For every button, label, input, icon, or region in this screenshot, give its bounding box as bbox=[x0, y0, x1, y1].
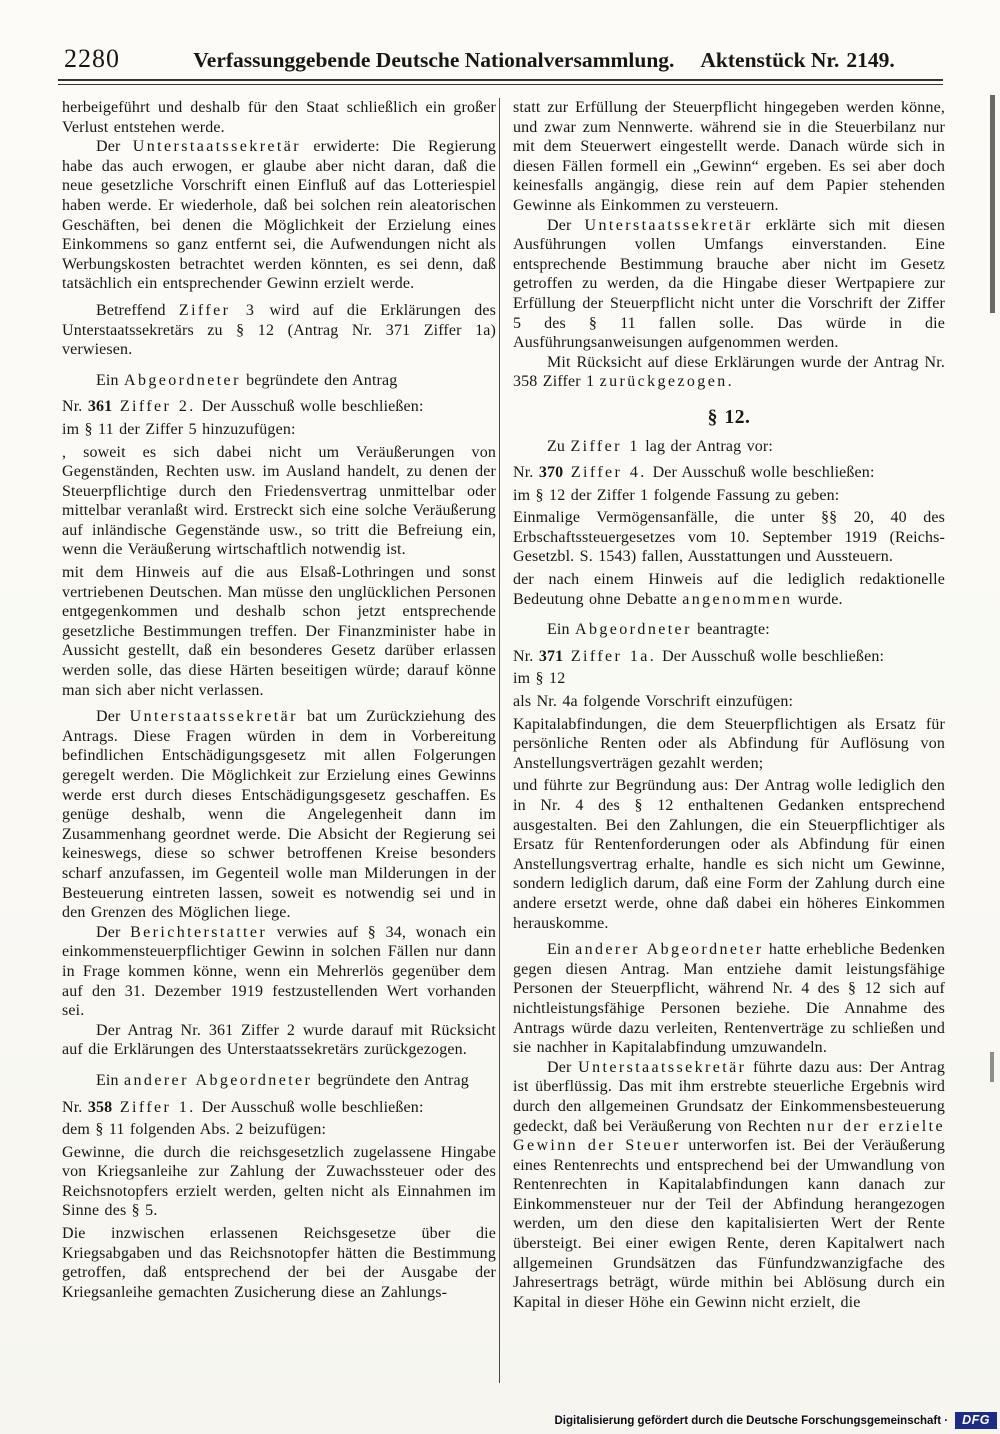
right-column bbox=[513, 98, 945, 1383]
text-run: wurde. bbox=[792, 590, 843, 608]
text-run: Betreffend bbox=[96, 301, 179, 319]
text-run: und führte zur Begründung aus: Der Antrag wolle lediglich den in Nr. 4 des § 12 enthaltenen Gedanken entsprechend ausgestalten. Bei den Zahlungen, die ein Steuerpflichtiger als Ersatz für Rentenforderungen oder als Abfindung für einen Anstellungsvertrag erhalte, handle es sich nicht um Gewinne, sondern lediglich darum, daß eine Form der Zahlung durch eine andere ersetzt werde, ohne daß dabei ein höheres Einkommen herauskomme. bbox=[513, 777, 945, 932]
text-run: § 12. bbox=[707, 406, 751, 428]
emphasized-text: Unterstaatssekretär bbox=[129, 708, 298, 726]
emphasized-text: angenommen bbox=[682, 590, 793, 608]
text-run: herbeigeführt und deshalb für den Staat schließlich ein großer Verlust entstehen werde. bbox=[62, 99, 496, 136]
motion-text-quote bbox=[513, 715, 945, 774]
emphasized-text: Berichterstatter bbox=[130, 923, 268, 941]
paragraph-continuation bbox=[62, 1224, 496, 1302]
text-run: Der bbox=[547, 216, 585, 234]
header-document-number: 2149. bbox=[846, 48, 895, 72]
text-run: erwiderte: Die Regierung habe das auch erwogen, er glaube aber nicht daran, daß die neue gesetzliche Vorschrift einen Einfluß auf das Lotteriespiel haben werde. Er wiederhole, daß bei solchen rein aleatorischen Geschäften, bei denen die Möglichkeit der Erzielung eines Einkommens so ganz entfernt sei, die Aufwendungen nicht als Werbungskosten betrachtet werden könnten, es sei denn, daß tatsächlich ein entsprechender Gewinn erzielt werde. bbox=[62, 138, 496, 293]
motion-text-quote bbox=[62, 1143, 496, 1221]
motion-number-line bbox=[513, 647, 945, 667]
paragraph bbox=[62, 137, 496, 294]
paragraph bbox=[62, 301, 496, 360]
text-run: statt zur Erfüllung der Steuerpflicht hingegeben werden könne, und zwar zum Nennwerte. während sie in die Steuerbilanz nur mit dem Steuerwert eingestellt werde. Danach würde sich in diesen Fällen formell ein „Gewinn“ ergeben. Es sei aber doch keinesfalls angängig, diese rein auf dem Papier stehenden Gewinne als Einkommen zu versteuern. bbox=[513, 99, 945, 214]
text-run: verwies auf § 34, wonach ein einkommensteuerpflichtiger Gewinn in solchen Fällen nur dann in Frage kommen könne, wenn ein Mehrerlös gegenüber dem auf den 31. Dezember 1919 festzustellenden Wert vorhanden sei. bbox=[62, 923, 496, 1020]
text-run: Der bbox=[96, 708, 130, 726]
paragraph-continuation bbox=[513, 776, 945, 933]
text-run: mit dem Hinweis auf die aus Elsaß-Lothringen und sonst vertriebenen Deutschen. Man müsse den unglücklichen Personen entgegenkommen und deshalb schon jetzt entsprechende gesetzliche Bestimmungen treffen. Der Finanzminister habe in Aussicht gestellt, daß ein besonderes Gesetz darüber erlassen werden solle, das diese Härten beseitigen würde; darauf könne man sich aber nicht verlassen. bbox=[62, 564, 496, 699]
text-columns bbox=[0, 85, 1000, 1383]
text-run: Der bbox=[96, 138, 133, 156]
text-run: . Der Ausschuß wolle beschließen: bbox=[189, 398, 424, 416]
text-run: Nr. bbox=[513, 647, 539, 665]
header-document-label: Aktenstück Nr. bbox=[700, 48, 840, 72]
bold-number: 361 bbox=[87, 398, 113, 416]
paragraph bbox=[62, 1021, 496, 1060]
text-run: Nr. bbox=[513, 464, 539, 482]
text-run: bat um Zurückziehung des Antrags. Diese Fragen würden in dem in Vorbereitung befindlichen Entschädigungsgesetz mit allen Folgerungen geregelt werden. Die Möglichkeit zur Erzielung eines Gewinns werde erst durch dieses Entschädigungsgesetz geschaffen. Es genüge deshalb, wenn die Angelegenheit dann im Zusammenhang geordnet werde. Die Absicht der Regierung sei keineswegs, diese so schwer betroffenen Kreise besonders scharf anzufassen, im Gegenteil wolle man Milderungen in der Besteuerung eintreten lassen, soweit es notwendig sei und in den Grenzen des Möglichen liege. bbox=[62, 708, 496, 922]
emphasized-text: Ziffer 1a bbox=[563, 647, 650, 665]
motion-number-line bbox=[513, 463, 945, 483]
text-run: Ein bbox=[547, 621, 576, 639]
text-run: Einmalige Vermögensanfälle, die unter §§ 20, 40 des Erbschaftssteuergesetzes vom 10. September 1919 (Reichs-Gesetzbl. S. 1543) fallen, Ausstattungen und Aussteuern. bbox=[513, 509, 945, 566]
emphasized-text: Ziffer 3 bbox=[178, 301, 257, 319]
text-run: Mit Rücksicht auf diese Erklärungen wurde der Antrag Nr. 358 Ziffer 1 bbox=[513, 353, 945, 391]
text-run: Der bbox=[547, 1058, 579, 1076]
paragraph-continuation bbox=[62, 563, 496, 700]
emphasized-text: Unterstaatssekretär bbox=[578, 1058, 747, 1076]
section-heading-par-12 bbox=[513, 408, 945, 428]
text-run: erklärte sich mit diesen Ausführungen vollen Umfangs einverstanden. Eine entsprechende Bestimmung brauche aber nicht im Gesetz getroffen zu werden, da die Hingabe dieser Wertpapiere zur Erfüllung der Steuerpflicht nicht unter die Vorschrift der Ziffer 5 des § 11 fallen solle. Das würde in die Ausführungsanweisungen aufgenommen werden. bbox=[513, 216, 945, 352]
text-run: begründete den Antrag bbox=[312, 1071, 469, 1089]
text-run: hatte erhebliche Bedenken gegen diesen Antrag. Man entziehe damit leistungsfähige Personen der Steuerpflicht, während Nr. 4 des § 12 sich auf nichtleistungsfähige Personen beziehe. Die Annahme des Antrags würde dazu verleiten, Rentenverträge zu schließen und sie nachher in Kapitalabfindung umzuwandeln. bbox=[513, 941, 945, 1057]
text-run: im § 12 der Ziffer 1 folgende Fassung zu geben: bbox=[513, 486, 840, 504]
emphasized-text: nur der erzielte Gewinn der Steuer bbox=[513, 1117, 945, 1155]
text-run: im § 11 der Ziffer 5 hinzuzufügen: bbox=[62, 420, 296, 438]
text-run: . Der Ausschuß wolle beschließen: bbox=[649, 647, 885, 665]
motion-number-line bbox=[62, 397, 496, 417]
paragraph bbox=[513, 437, 945, 457]
paragraph bbox=[62, 371, 496, 391]
paragraph bbox=[513, 620, 945, 640]
text-run: wird auf die Erklärungen des Unterstaatssekretärs zu § 12 (Antrag Nr. 371 Ziffer 1a) verwiesen. bbox=[62, 301, 497, 359]
paragraph bbox=[62, 707, 496, 923]
text-run: Ein bbox=[96, 1071, 125, 1089]
emphasized-text: Abgeordneter bbox=[575, 621, 692, 639]
text-run: . Der Ausschuß wolle beschließen: bbox=[189, 1098, 424, 1116]
header-assembly-title: Verfassunggebende Deutsche Nationalversammlung. bbox=[193, 48, 675, 72]
emphasized-text: Abgeordneter bbox=[124, 371, 241, 389]
motion-text-quote bbox=[62, 443, 496, 561]
header-title bbox=[120, 48, 942, 73]
emphasized-text: Ziffer 2 bbox=[112, 398, 190, 416]
motion-directive bbox=[62, 420, 496, 440]
digitization-credit: Digitalisierung gefördert durch die Deutsche Forschungsgemeinschaft · bbox=[554, 1414, 949, 1427]
text-run: Nr. bbox=[62, 1098, 88, 1116]
motion-directive bbox=[62, 1120, 496, 1140]
emphasized-text: anderer Abgeordneter bbox=[124, 1071, 313, 1089]
text-run: im § 12 bbox=[513, 670, 566, 688]
paragraph-continuation bbox=[513, 570, 945, 609]
emphasized-text: Ziffer 4 bbox=[563, 464, 641, 482]
left-column bbox=[62, 98, 496, 1383]
paragraph bbox=[513, 940, 945, 1058]
scan-edge-artifact bbox=[990, 95, 995, 313]
emphasized-text: Unterstaatssekretär bbox=[584, 216, 753, 234]
text-run: Der Antrag Nr. 361 Ziffer 2 wurde darauf mit Rücksicht auf die Erklärungen des Unterstaatssekretärs zurückgezogen. bbox=[62, 1021, 496, 1059]
text-run: , soweit es sich dabei nicht um Veräußerungen von Gegenständen, Rechten usw. im Ausland handelt, zu denen der Steuerpflichtige durch den Friedensvertrag unmittelbar oder mittelbar veranlaßt wird. Erstreckt sich eine solche Veräußerung auf inländische Gegenstände usw., so tritt die Befreiung ein, wenn die Veräußerung wirtschaftlich notwendig ist. bbox=[62, 443, 496, 559]
emphasized-text: Ziffer 1 bbox=[112, 1098, 190, 1116]
text-run: dem § 11 folgenden Abs. 2 beizufügen: bbox=[62, 1121, 327, 1139]
text-run: lag der Antrag vor: bbox=[639, 437, 773, 455]
text-run: begründete den Antrag bbox=[240, 371, 398, 389]
motion-text-quote bbox=[513, 508, 945, 567]
emphasized-text: Unterstaatssekretär bbox=[132, 138, 302, 156]
paragraph-continuation bbox=[513, 98, 945, 216]
dfg-logo: DFG bbox=[955, 1412, 997, 1429]
text-run: führte dazu aus: Der Antrag ist überflüssig. Das mit ihm erstrebte steuerliche Ergebnis wird durch den allgemeinen Grundsatz der Einkommensbesteuerung gedeckt, daß bei Veräußerung von Rechten bbox=[513, 1058, 945, 1135]
motion-directive bbox=[513, 486, 945, 506]
text-run: Die inzwischen erlassenen Reichsgesetze über die Kriegsabgaben und das Reichsnotopfer hätten die Bestimmung getroffen, daß entsprechend der bei der Ausgabe der Kriegsanleihe gemachten Zusicherung diese an Zahlungs- bbox=[62, 1225, 496, 1301]
paragraph bbox=[62, 923, 496, 1021]
text-run: beantragte: bbox=[691, 621, 770, 639]
text-run: Ein bbox=[547, 941, 576, 959]
paragraph-continuation bbox=[62, 98, 496, 137]
emphasized-text: anderer Abgeordneter bbox=[575, 941, 764, 959]
paragraph bbox=[513, 353, 945, 392]
paragraph bbox=[62, 1071, 496, 1091]
emphasized-text: Ziffer 1 bbox=[570, 437, 640, 455]
bold-number: 358 bbox=[87, 1098, 113, 1116]
paragraph bbox=[513, 216, 945, 353]
text-run: Ein bbox=[96, 371, 125, 389]
text-run: als Nr. 4a folgende Vorschrift einzufügen: bbox=[513, 693, 794, 711]
paragraph bbox=[513, 1058, 945, 1313]
text-run: der nach einem Hinweis auf die lediglich redaktionelle Bedeutung ohne Debatte bbox=[513, 571, 945, 608]
bold-number: 371 bbox=[538, 647, 564, 665]
bold-number: 370 bbox=[538, 464, 564, 482]
page-header bbox=[0, 0, 1000, 74]
page-number: 2280 bbox=[64, 44, 120, 73]
digitization-footer bbox=[554, 1412, 997, 1429]
text-run: . Der Ausschuß wolle beschließen: bbox=[640, 464, 875, 482]
motion-directive bbox=[513, 669, 945, 689]
emphasized-text: zurückgezogen bbox=[599, 373, 728, 391]
text-run: Zu bbox=[547, 437, 571, 455]
text-run: Der bbox=[96, 923, 131, 941]
text-run: Kapitalabfindungen, die dem Steuerpflichtigen als Ersatz für persönliche Renten oder als Abfindung für Auflösung von Anstellungsverträgen gezahlt werden; bbox=[513, 715, 945, 772]
text-run: unterworfen ist. Bei der Veräußerung eines Rentenrechts und entsprechend bei der Umwandlung von Rentenrechten in Kapitalabfindungen kann danach zur Einkommensteuer nur der Teil der Abfindung herangezogen werden, um den diese den kapitalisierten Wert der Rente übersteigt. Bei einer ewigen Rente, deren Kapitalwert nach allgemeinen Grundsätzen das Fünfundzwanzigfache des Jahresertrags beträgt, würde mithin bei Ablösung durch ein Kapital in dieser Höhe ein Gewinn nicht erzielt, die bbox=[513, 1137, 945, 1311]
text-run: . bbox=[727, 373, 732, 391]
motion-directive bbox=[513, 692, 945, 712]
motion-number-line bbox=[62, 1098, 496, 1118]
text-run: Gewinne, die durch die reichsgesetzlich zugelassene Hingabe von Kriegsanleihe zur Zahlung der Zuwachssteuer oder des Reichsnotopfers erzielt werden, gelten nicht als Einnahmen im Sinne des § 5. bbox=[62, 1143, 496, 1220]
column-divider bbox=[499, 98, 500, 1383]
scan-edge-artifact bbox=[990, 1052, 994, 1082]
text-run: Nr. bbox=[62, 398, 88, 416]
